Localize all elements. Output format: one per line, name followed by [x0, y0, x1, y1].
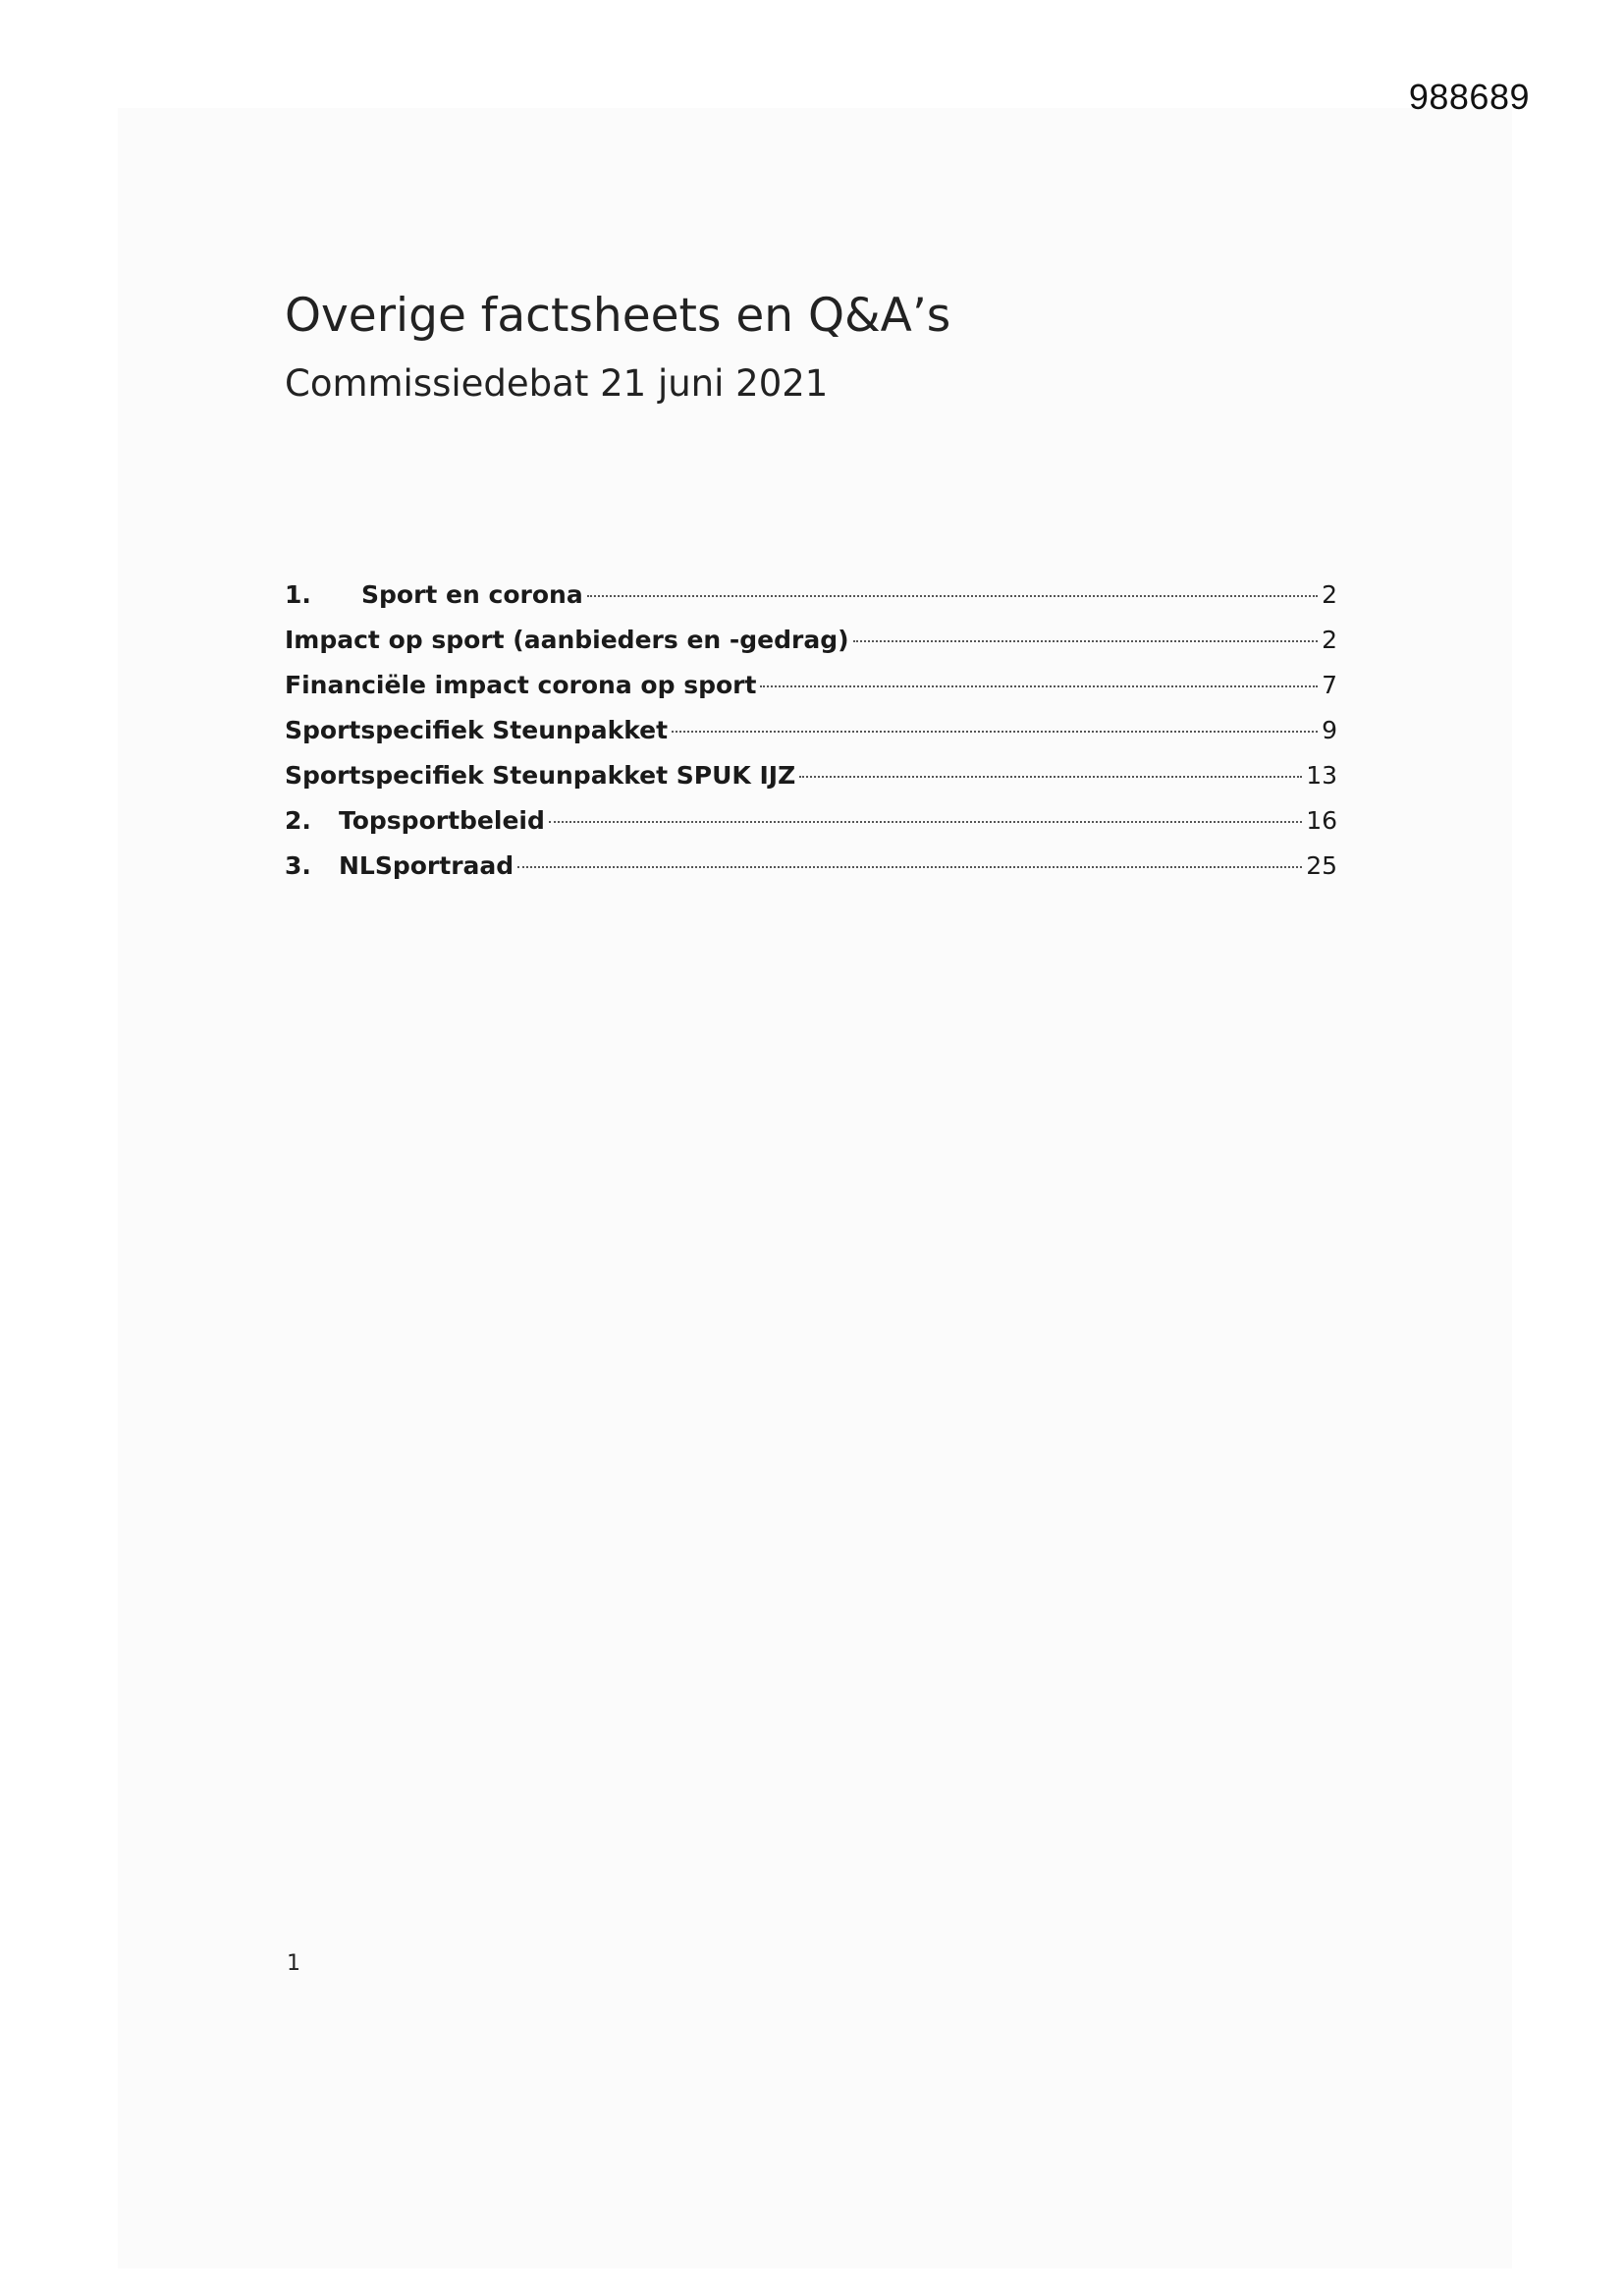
toc-dot-leader — [760, 685, 1318, 687]
toc-entry-sport-en-corona[interactable] — [285, 580, 1337, 626]
toc-dot-leader — [587, 595, 1318, 597]
toc-page-number: 9 — [1322, 716, 1337, 744]
toc-page-number: 16 — [1306, 806, 1337, 835]
toc-page-number: 25 — [1306, 851, 1337, 880]
toc-entry-steunpakket-spuk-ijz[interactable] — [285, 761, 1337, 806]
document-title: Overige factsheets en Q&A’s — [285, 289, 951, 343]
toc-dot-leader — [517, 866, 1302, 868]
toc-label: NLSportraad — [339, 851, 514, 880]
toc-entry-nlsportraad[interactable] — [285, 851, 1337, 897]
toc-page-number: 2 — [1322, 580, 1337, 609]
table-of-contents — [285, 580, 1337, 897]
document-subtitle: Commissiedebat 21 juni 2021 — [285, 362, 829, 405]
toc-number: 2. — [285, 806, 311, 835]
toc-entry-impact-op-sport[interactable] — [285, 626, 1337, 671]
page-number: 1 — [287, 1951, 300, 1976]
toc-entry-financiele-impact[interactable] — [285, 671, 1337, 716]
title-block — [285, 285, 1365, 409]
toc-page-number: 13 — [1306, 761, 1337, 790]
toc-label: Sportspecifiek Steunpakket — [285, 716, 669, 744]
toc-dot-leader — [672, 731, 1318, 733]
toc-number: 3. — [285, 851, 311, 880]
page-background — [118, 108, 1512, 2269]
toc-number: 1. — [285, 580, 311, 609]
toc-label: Topsportbeleid — [339, 806, 545, 835]
toc-label: Impact op sport (aanbieders en -gedrag) — [285, 626, 849, 654]
toc-entry-sportspecifiek-steunpakket[interactable] — [285, 716, 1337, 761]
document-id: 988689 — [1408, 77, 1530, 117]
toc-dot-leader — [799, 776, 1302, 778]
toc-dot-leader — [549, 821, 1302, 823]
toc-label: Financiële impact corona op sport — [285, 671, 757, 699]
toc-label: Sport en corona — [361, 580, 583, 609]
toc-entry-topsportbeleid[interactable] — [285, 806, 1337, 851]
toc-page-number: 7 — [1322, 671, 1337, 699]
toc-page-number: 2 — [1322, 626, 1337, 654]
toc-dot-leader — [853, 640, 1319, 642]
toc-label: Sportspecifiek Steunpakket SPUK IJZ — [285, 761, 796, 790]
